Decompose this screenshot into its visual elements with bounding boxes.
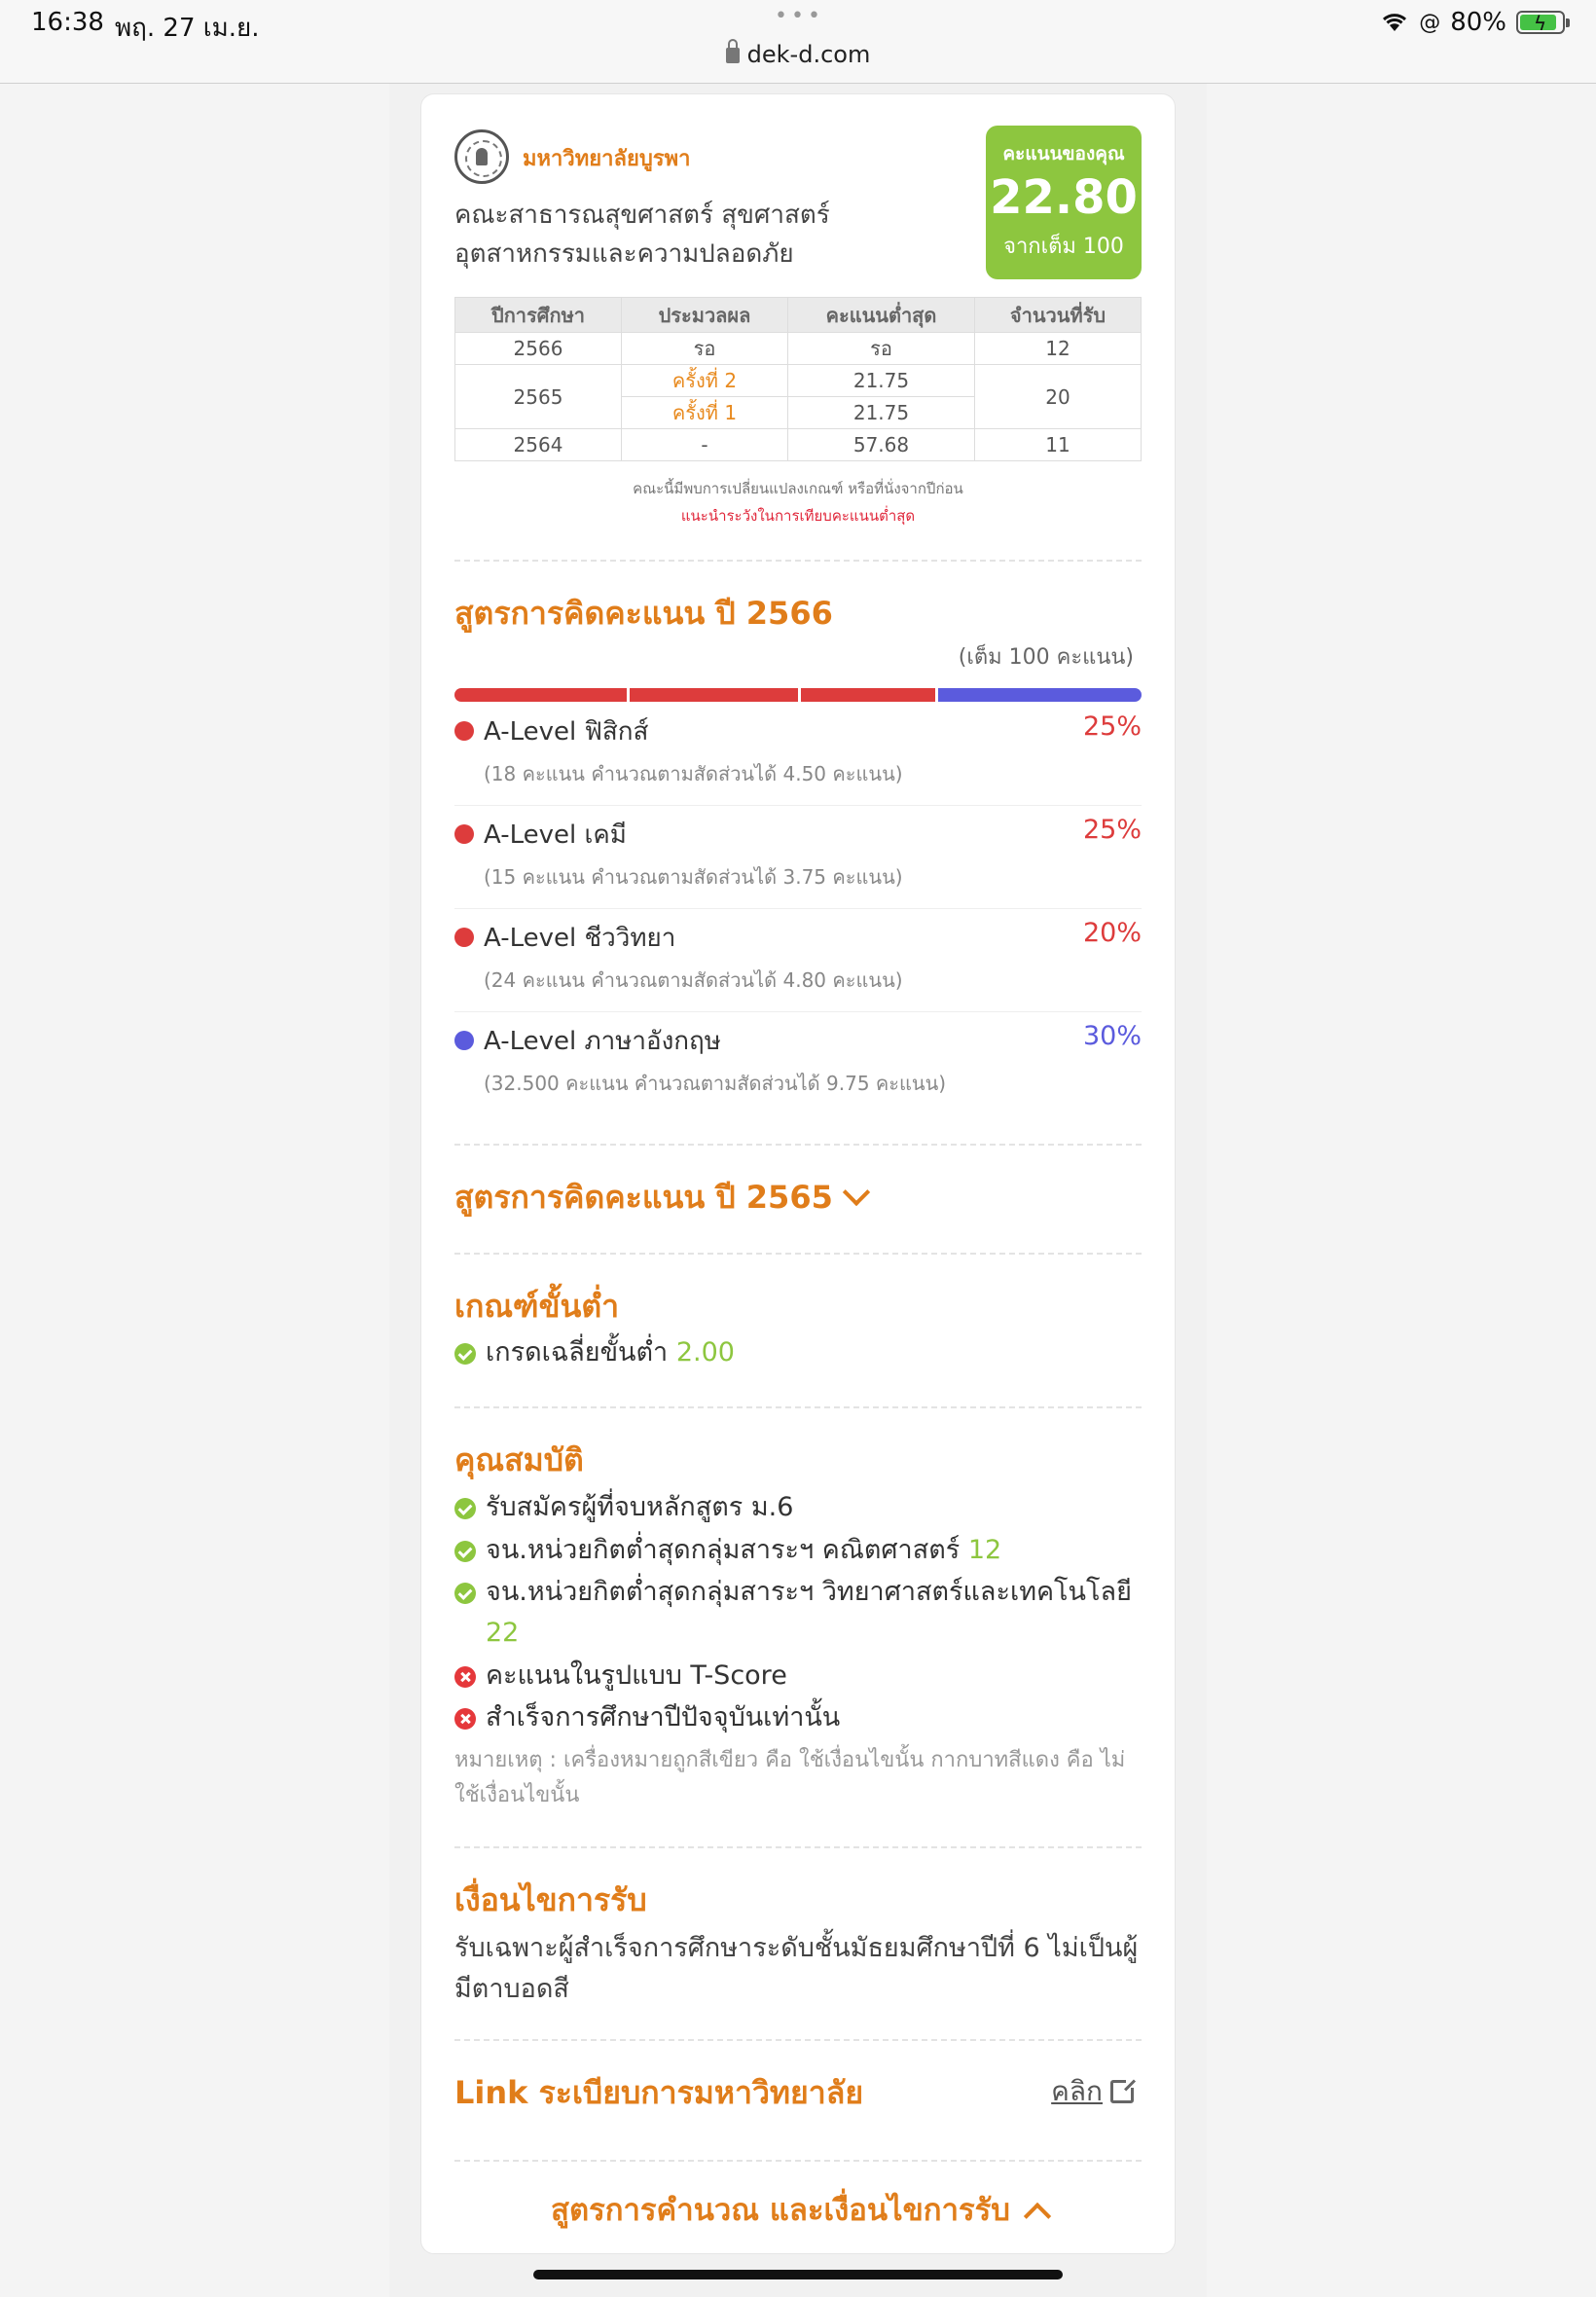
subject-name: A-Level ภาษาอังกฤษ xyxy=(484,1027,721,1056)
divider xyxy=(454,2160,1142,2162)
subject-detail: (15 คะแนน คำนวณตามสัดส่วนได้ 3.75 คะแนน) xyxy=(484,865,903,889)
university-logo-icon xyxy=(454,129,509,184)
col-min: คะแนนต่ำสุด xyxy=(788,298,975,333)
table-header-row xyxy=(455,298,1142,333)
check-icon xyxy=(454,1343,476,1365)
subject-percent: 25% xyxy=(1082,711,1142,742)
full-score-note: (เต็ม 100 คะแนน) xyxy=(958,645,1134,670)
chevron-down-icon xyxy=(843,1179,870,1206)
cell-seats: 11 xyxy=(975,429,1142,461)
cross-icon xyxy=(454,1708,476,1730)
qualification-text: สำเร็จการศึกษาปีปัจจุบันเท่านั้น xyxy=(486,1702,841,1732)
qualification-text: รับสมัครผู้ที่จบหลักสูตร ม.6 xyxy=(486,1492,794,1522)
subject-percent: 30% xyxy=(1082,1021,1142,1051)
wifi-icon xyxy=(1380,12,1409,33)
weight-bar-segment xyxy=(935,688,1142,702)
qualifications-title: คุณสมบัติ xyxy=(454,1441,584,1478)
home-indicator[interactable] xyxy=(533,2270,1063,2279)
minimum-gpa-row xyxy=(454,1332,1142,1373)
subject-color-dot xyxy=(454,928,474,947)
divider xyxy=(454,1846,1142,1848)
cell-min: รอ xyxy=(788,333,975,365)
faculty-name: คณะสาธารณสุขศาสตร์ สุขศาสตร์อุตสาหกรรมและความปลอดภัย xyxy=(454,201,830,269)
cell-round[interactable]: ครั้งที่ 2 xyxy=(622,365,788,397)
qualification-item xyxy=(454,1487,1142,1528)
qualification-text: จน.หน่วยกิตต่ำสุดกลุ่มสาระฯ วิทยาศาสตร์และเทคโนโลยี xyxy=(486,1577,1132,1607)
minimum-title: เกณฑ์ขั้นต่ำ xyxy=(454,1288,620,1325)
regulation-link[interactable] xyxy=(1051,2070,1134,2113)
cell-year: 2564 xyxy=(455,429,622,461)
cell-min: 21.75 xyxy=(788,365,975,397)
subject-name: A-Level ชีววิทยา xyxy=(484,924,676,953)
subject-percent: 20% xyxy=(1082,918,1142,948)
location-icon: @ xyxy=(1419,10,1441,35)
qualification-remark: หมายเหตุ : เครื่องหมายถูกสีเขียว คือ ใช้เงื่อนไขนั้น กากบาทสีแดง คือ ไม่ใช้เงื่อนไขนั้น xyxy=(454,1748,1126,1807)
cell-min: 57.68 xyxy=(788,429,975,461)
more-options-icon[interactable]: ••• xyxy=(775,4,824,28)
weight-bar xyxy=(454,688,1142,702)
divider xyxy=(454,2039,1142,2041)
address-bar[interactable] xyxy=(0,41,1596,68)
collapse-section-button[interactable] xyxy=(421,2185,1177,2234)
status-date: พฤ. 27 เม.ย. xyxy=(115,14,260,43)
your-score-badge xyxy=(986,126,1142,279)
history-table xyxy=(454,297,1142,461)
cell-round[interactable]: ครั้งที่ 1 xyxy=(622,397,788,429)
cross-icon xyxy=(454,1666,476,1688)
score-value: 22.80 xyxy=(990,170,1138,225)
qualification-value: 22 xyxy=(486,1618,520,1648)
subject-color-dot xyxy=(454,1031,474,1050)
formula-2565-toggle[interactable] xyxy=(454,1173,866,1222)
university-name[interactable]: มหาวิทยาลัยบูรพา xyxy=(523,147,691,171)
table-row xyxy=(455,333,1142,365)
check-icon xyxy=(454,1498,476,1519)
cell-round: รอ xyxy=(622,333,788,365)
qualification-item xyxy=(454,1530,1142,1571)
divider xyxy=(454,1406,1142,1408)
cell-min: 21.75 xyxy=(788,397,975,429)
subject-detail: (24 คะแนน คำนวณตามสัดส่วนได้ 4.80 คะแนน) xyxy=(484,968,903,992)
score-max: จากเต็ม 100 xyxy=(1003,235,1124,259)
col-round: ประมวลผล xyxy=(622,298,788,333)
conditions-text: รับเฉพาะผู้สำเร็จการศึกษาระดับชั้นมัธยมศึกษาปีที่ 6 ไม่เป็นผู้มีตาบอดสี xyxy=(454,1933,1139,2004)
faculty-card xyxy=(420,93,1176,2254)
regulation-link-label: คลิก xyxy=(1051,2075,1103,2107)
formula-2565-title: สูตรการคิดคะแนน ปี 2565 xyxy=(454,1179,833,1216)
weight-bar-segment xyxy=(798,688,935,702)
regulation-link-title: Link ระเบียบการมหาวิทยาลัย xyxy=(454,2074,864,2111)
divider xyxy=(454,560,1142,562)
gpa-label: เกรดเฉลี่ยขั้นต่ำ xyxy=(486,1337,669,1367)
col-year: ปีการศึกษา xyxy=(455,298,622,333)
history-warning: แนะนำระวังในการเทียบคะแนนต่ำสุด xyxy=(680,507,916,525)
external-link-icon xyxy=(1110,2080,1134,2103)
status-right xyxy=(1380,8,1565,37)
qualification-item xyxy=(454,1697,1142,1738)
check-icon xyxy=(454,1583,476,1604)
qualification-item xyxy=(454,1572,1142,1654)
weight-bar-segment xyxy=(454,688,627,702)
history-note: คณะนี้มีพบการเปลี่ยนแปลงเกณฑ์ หรือที่นั่งจากปีก่อน xyxy=(633,480,963,497)
check-icon xyxy=(454,1541,476,1562)
divider xyxy=(454,1253,1142,1255)
subject-detail: (32.500 คะแนน คำนวณตามสัดส่วนได้ 9.75 คะแนน) xyxy=(484,1072,947,1095)
cell-year: 2566 xyxy=(455,333,622,365)
cell-seats: 12 xyxy=(975,333,1142,365)
subject-color-dot xyxy=(454,721,474,741)
collapse-section-label: สูตรการคำนวณ และเงื่อนไขการรับ xyxy=(551,2193,1010,2228)
lock-icon xyxy=(726,48,740,63)
qualification-text: คะแนนในรูปแบบ T-Score xyxy=(486,1660,787,1691)
cell-year: 2565 xyxy=(455,365,622,429)
table-row xyxy=(455,365,1142,397)
browser-top-bar xyxy=(0,0,1596,84)
score-label: คะแนนของคุณ xyxy=(1002,143,1125,164)
gpa-value: 2.00 xyxy=(675,1337,735,1367)
subject-percent: 25% xyxy=(1082,815,1142,845)
battery-icon: ϟ xyxy=(1516,11,1565,34)
chevron-up-icon xyxy=(1024,2203,1051,2230)
table-row xyxy=(455,429,1142,461)
subject-color-dot xyxy=(454,824,474,844)
subject-detail: (18 คะแนน คำนวณตามสัดส่วนได้ 4.50 คะแนน) xyxy=(484,762,903,785)
url-text: dek-d.com xyxy=(746,41,871,68)
divider xyxy=(454,1144,1142,1146)
status-time: 16:38 xyxy=(31,8,104,37)
col-seats: จำนวนที่รับ xyxy=(975,298,1142,333)
qualification-text: จน.หน่วยกิตต่ำสุดกลุ่มสาระฯ คณิตศาสตร์ xyxy=(486,1535,961,1565)
qualification-item xyxy=(454,1656,1142,1696)
subject-name: A-Level ฟิสิกส์ xyxy=(484,717,649,747)
weight-bar-segment xyxy=(627,688,799,702)
battery-percent: 80% xyxy=(1450,8,1506,37)
conditions-title: เงื่อนไขการรับ xyxy=(454,1881,647,1918)
subject-name: A-Level เคมี xyxy=(484,820,627,850)
formula-2566-title: สูตรการคิดคะแนน ปี 2566 xyxy=(454,595,833,632)
qualification-value: 12 xyxy=(967,1535,1002,1565)
cell-seats: 20 xyxy=(975,365,1142,429)
cell-round: - xyxy=(622,429,788,461)
